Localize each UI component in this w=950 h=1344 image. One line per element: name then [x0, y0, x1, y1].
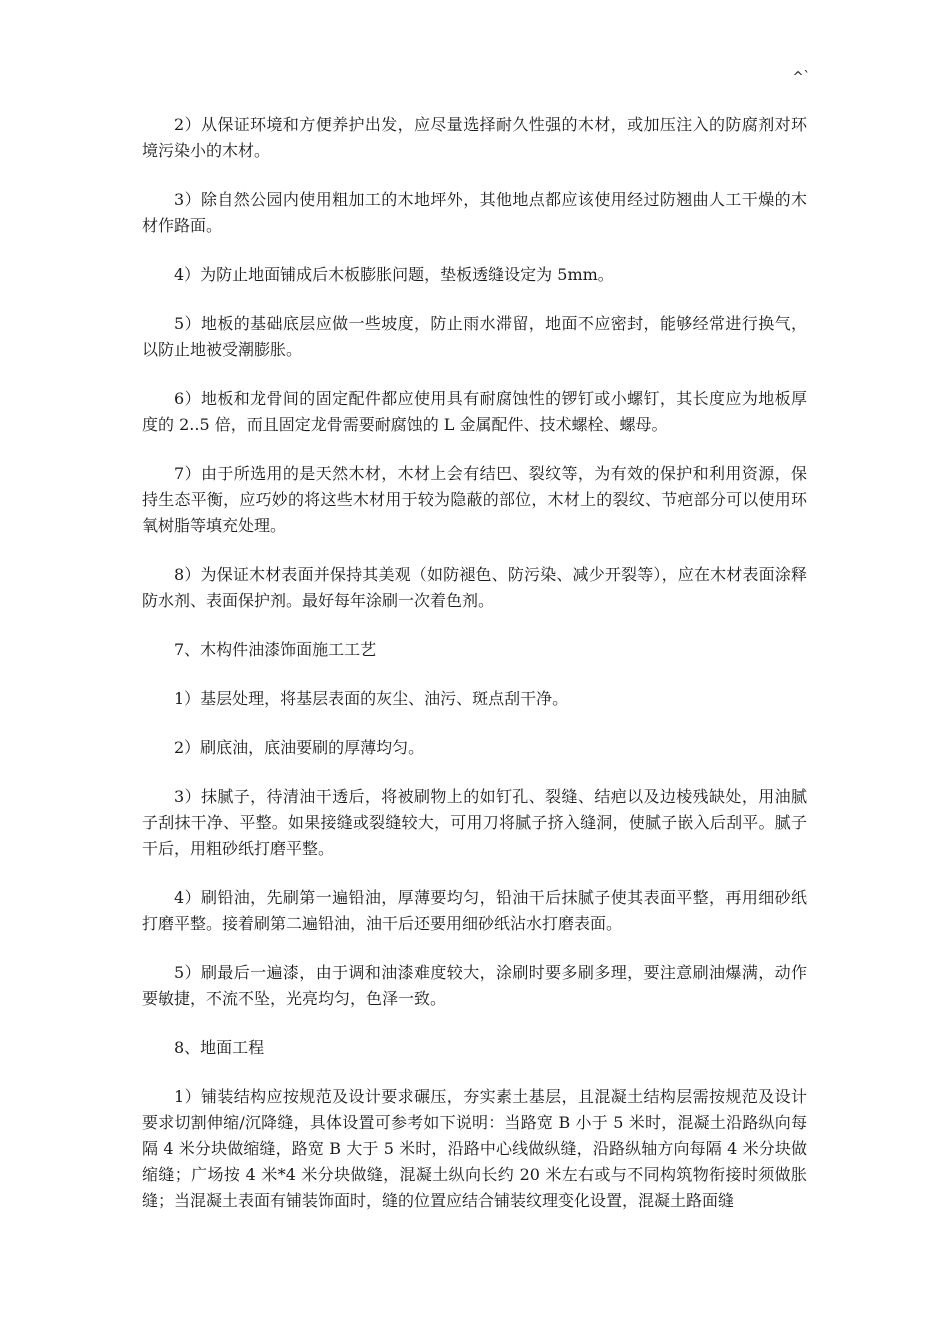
paint-step-1: 1）基层处理，将基层表面的灰尘、油污、斑点刮干净。: [174, 689, 569, 708]
section-heading-8: 8、地面工程: [174, 1038, 265, 1057]
paragraph-item-6: 6）地板和龙骨间的固定配件都应使用具有耐腐蚀性的锣钉或小螺钉，其长度应为地板厚度的 2..5 倍，而且固定龙骨需要耐腐蚀的 L 金属配件、技术螺栓、螺母。: [142, 389, 807, 434]
paragraph-item-4: 4）为防止地面铺成后木板膨胀问题，垫板透缝设定为 5mm。: [174, 265, 614, 284]
section-heading-7: 7、木构件油漆饰面施工工艺: [174, 640, 377, 659]
paint-step-2: 2）刷底油，底油要刷的厚薄均匀。: [174, 738, 425, 757]
corner-mark: ^`: [792, 70, 810, 85]
document-body: [142, 112, 807, 1237]
paint-step-3: 3）抹腻子，待清油干透后，将被刷物上的如钉孔、裂缝、结疤以及边棱残缺处，用油腻子刮抹干净、平整。如果接缝或裂缝较大，可用刀将腻子挤入缝洞，使腻子嵌入后刮平。腻子干后，用粗砂纸打磨平整。: [142, 787, 807, 858]
paragraph-item-7: 7）由于所选用的是天然木材，木材上会有结巴、裂纹等，为有效的保护和利用资源，保持生态平衡，应巧妙的将这些木材用于较为隐蔽的部位，木材上的裂纹、节疤部分可以使用环氧树脂等填充处理。: [142, 464, 807, 535]
paragraph-item-8: 8）为保证木材表面并保持其美观（如防褪色、防污染、减少开裂等），应在木材表面涂释防水剂、表面保护剂。最好每年涂刷一次着色剂。: [142, 565, 807, 610]
paragraph-item-5: 5）地板的基础底层应做一些坡度，防止雨水滞留，地面不应密封，能够经常进行换气，以防止地被受潮膨胀。: [142, 314, 807, 359]
paint-step-5: 5）刷最后一遍漆，由于调和油漆难度较大，涂刷时要多刷多理，要注意刷油爆满，动作要敏捷，不流不坠，光亮均匀，色泽一致。: [142, 963, 807, 1008]
paint-step-4: 4）刷铅油，先刷第一遍铅油，厚薄要均匀，铅油干后抹腻子使其表面平整，再用细砂纸打磨平整。接着刷第二遍铅油，油干后还要用细砂纸沾水打磨表面。: [142, 888, 807, 933]
ground-step-1: 1）铺装结构应按规范及设计要求碾压，夯实素土基层，且混凝土结构层需按规范及设计要求切割伸缩/沉降缝，具体设置可参考如下说明：当路宽 B 小于 5 米时，混凝土沿路纵向每隔 4 米分块做缩缝，路宽 B 大于 5 米时，沿路中心线做纵缝，沿路纵轴方向每隔 4 米分块做缩缝；广场按 4 米*4 米分块做缝，混凝土纵向长约 20 米左右或与不同构筑物衔接时须做胀缝；当混凝土表面有铺装饰面时，缝的位置应结合铺装纹理变化设置，混凝土路面缝: [142, 1087, 807, 1210]
paragraph-item-3: 3）除自然公园内使用粗加工的木地坪外，其他地点都应该使用经过防翘曲人工干燥的木材作路面。: [142, 190, 807, 235]
paragraph-item-2: 2）从保证环境和方便养护出发，应尽量选择耐久性强的木材，或加压注入的防腐剂对环境污染小的木材。: [142, 115, 807, 160]
